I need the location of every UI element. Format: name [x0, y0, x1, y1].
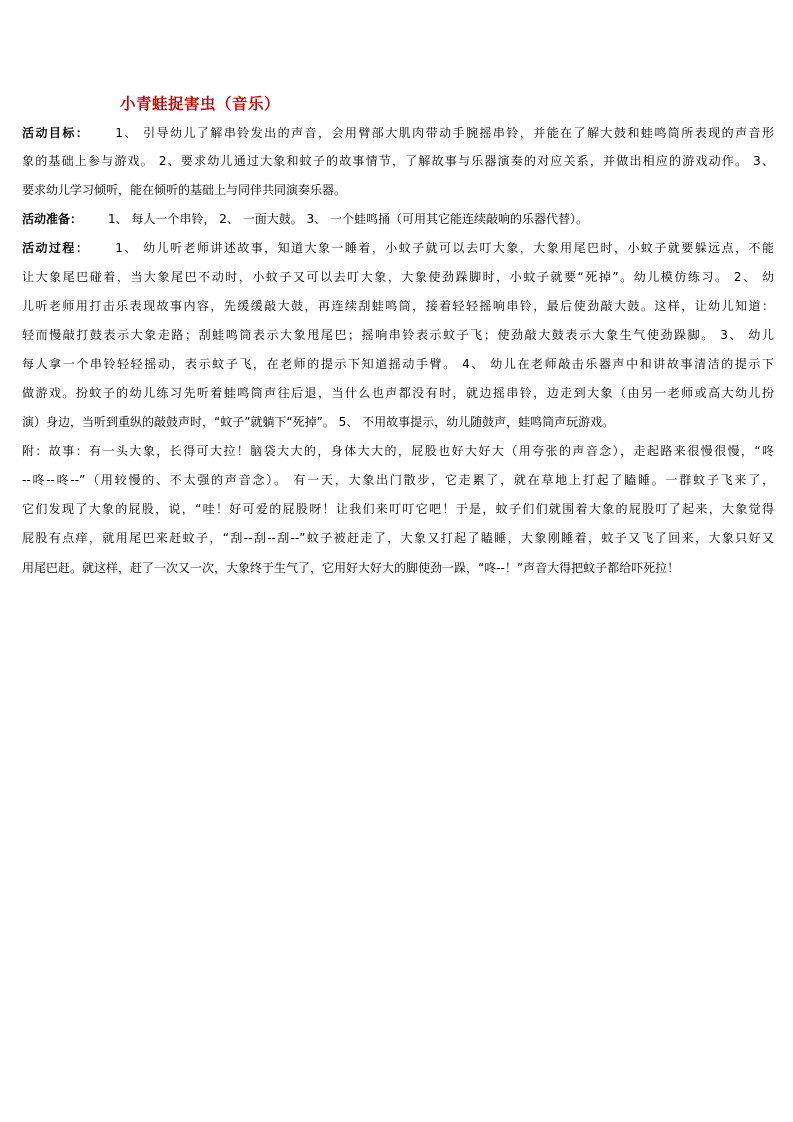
- document-title: 小青蛙捉害虫（音乐）: [120, 95, 281, 113]
- line-text: 1、 引导幼儿了解串铃发出的声音，会用臂部大肌肉带动手腕摇串铃，并能在了解大鼓和蛙鸣筒所表现的声音形: [115, 126, 774, 140]
- text-line-11: [22, 413, 774, 430]
- line-text: 轻而慢敲打鼓表示大象走路；刮蛙鸣筒表示大象甩尾巴；摇响串铃表示蚊子飞；使劲敲大鼓表示大象生气使劲跺脚。 3、 幼儿: [22, 328, 774, 342]
- text-line-8: [22, 326, 774, 343]
- text-line-1: [22, 124, 774, 141]
- section-label-preparation: 活动准备：: [22, 212, 83, 226]
- line-text: 每人拿一个串铃轻轻摇动，表示蚊子飞，在老师的提示下知道摇动手臂。 4、 幼儿在老师敲击乐器声中和讲故事清洁的提示下: [22, 357, 774, 371]
- line-text: 用尾巴赶。就这样，赶了一次又一次，大象终于生气了，它用好大好大的脚使劲一跺，“咚--！”声音大得把蚊子都给吓死拉！: [22, 561, 680, 575]
- text-line-6: [22, 268, 774, 285]
- text-line-4: [22, 210, 774, 227]
- section-label-goals: 活动目标：: [22, 126, 90, 140]
- line-text: 附：故事：有一头大象，长得可大拉！脑袋大大的，身体大大的，屁股也好大好大（用夸张的声音念），走起路来很慢很慢，“咚: [22, 444, 774, 458]
- line-text: 要求幼儿学习倾听，能在倾听的基础上与同伴共同演奏乐器。: [22, 183, 347, 197]
- section-label-process: 活动过程：: [22, 241, 90, 255]
- line-text: --咚--咚--”（用较慢的、不太强的声音念）。 有一天，大象出门散步，它走累了，就在草地上打起了瞌睡。一群蚊子飞来了，: [22, 473, 774, 487]
- text-line-9: [22, 355, 774, 372]
- text-line-5: [22, 239, 774, 256]
- line-text: 做游戏。扮蚊子的幼儿练习先听着蛙鸣筒声往后退，当什么也声都没有时，就边摇串铃，边走到大象（由另一老师或高大幼儿扮: [22, 386, 774, 400]
- line-text: 儿听老师用打击乐表现故事内容，先缓缓敲大鼓，再连续刮蛙鸣筒，接着轻轻摇响串铃，最后使劲敲大鼓。这样，让幼儿知道：: [22, 299, 774, 313]
- line-text: 象的基础上参与游戏。 2、要求幼儿通过大象和蚊子的故事情节，了解故事与乐器演奏的对应关系，并做出相应的游戏动作。 3、: [22, 154, 774, 168]
- text-line-14: [22, 500, 774, 517]
- text-line-15: [22, 529, 774, 546]
- text-line-7: [22, 297, 774, 314]
- line-text: 1、 幼儿听老师讲述故事，知道大象一睡着，小蚊子就可以去叮大象，大象用尾巴时，小蚊子就要躲远点，不能: [115, 241, 774, 255]
- line-text: 1、 每人一个串铃， 2、 一面大鼓。 3、 一个蛙鸣捅（可用其它能连续敲响的乐器代替）。: [108, 212, 588, 226]
- text-line-12: [22, 442, 774, 459]
- line-text: 让大象尾巴碰着，当大象尾巴不动时，小蚊子又可以去叮大象，大象使劲跺脚时，小蚊子就要“死掉”。幼儿模仿练习。 2、 幼: [22, 270, 774, 284]
- text-line-13: [22, 471, 774, 488]
- text-line-10: [22, 384, 774, 401]
- text-line-16: [22, 559, 774, 576]
- text-line-3: [22, 181, 774, 198]
- text-line-2: [22, 152, 774, 169]
- line-text: 它们发现了大象的屁股，说，“哇！好可爱的屁股呀！让我们来叮叮它吧！于是，蚊子们们就围着大象的屁股叮了起来，大象觉得: [22, 502, 774, 516]
- line-text: 演）身边，当听到重纵的敲鼓声时，“蚊子”就躺下“死掉”。 5、 不用故事提示，幼儿随鼓声，蛙鸣筒声玩游戏。: [22, 415, 615, 429]
- line-text: 屁股有点痒，就用尾巴来赶蚊子，“刮--刮--刮--”蚊子被赶走了，大象又打起了瞌睡，大象刚睡着，蚊子又飞了回来，大象只好又: [22, 531, 774, 545]
